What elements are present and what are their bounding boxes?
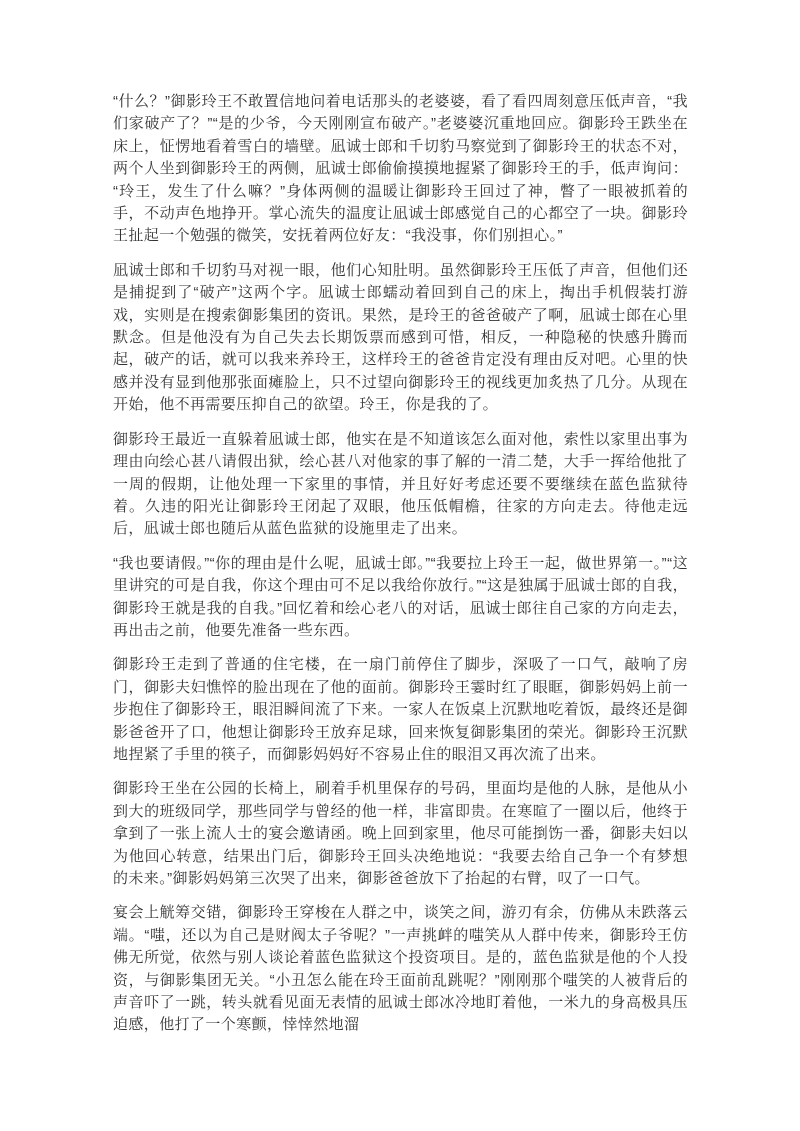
paragraph-7: 宴会上觥筹交错，御影玲王穿梭在人群之中，谈笑之间，游刃有余，仿佛从未跌落云端。“嗤，还以为自己是财阀太子爷呢？”一声挑衅的嗤笑从人群中传来，御影玲王仿佛无所觉，依然与别人谈论着蓝色监狱这个投资项目。是的，蓝色监狱是他的个人投资，与御影集团无关。“小丑怎么能在玲王面前乱跳呢？”刚刚那个嗤笑的人被背后的声音吓了一跳，转头就看见面无表情的凪诚士郎冰冷地盯着他，一米九的身高极具压迫感，他打了一个寒颤，悻悻然地溜: [113, 904, 688, 1034]
paragraph-3: 御影玲王最近一直躲着凪诚士郎，他实在是不知道该怎么面对他，索性以家里出事为理由向绘心甚八请假出狱，绘心甚八对他家的事了解的一清二楚，大手一挥给他批了一周的假期，让他处理一下家里的事情，并且好好考虑还要不要继续在蓝色监狱待着。久违的阳光让御影玲王闭起了双眼，他压低帽檐，往家的方向走去。待他走远后，凪诚士郎也随后从蓝色监狱的设施里走了出来。: [113, 430, 688, 538]
paragraph-5: 御影玲王走到了普通的住宅楼，在一扇门前停住了脚步，深吸了一口气，敲响了房门，御影夫妇憔悴的脸出现在了他的面前。御影玲王霎时红了眼眶，御影妈妈上前一步抱住了御影玲王，眼泪瞬间流了下来。一家人在饭桌上沉默地吃着饭，最终还是御影爸爸开了口，他想让御影玲王放弃足球，回来恢复御影集团的荣光。御影玲王沉默地捏紧了手里的筷子，而御影妈妈好不容易止住的眼泪又再次流了出来。: [113, 656, 688, 763]
paragraph-2: 凪诚士郎和千切豹马对视一眼，他们心知肚明。虽然御影玲王压低了声音，但他们还是捕捉到了“破产”这两个字。凪诚士郎蠕动着回到自己的床上，掏出手机假装打游戏，实则是在搜索御影集团的资讯。果然，是玲王的爸爸破产了啊，凪诚士郎在心里默念。但是他没有为自己失去长期饭票而感到可惜，相反，一种隐秘的快感升腾而起，破产的话，就可以我来养玲王，这样玲王的爸爸肯定没有理由反对吧。心里的快感并没有显到他那张面瘫脸上，只不过望向御影玲王的视线更加炙热了几分。从现在开始，他不再需要压抑自己的欲望。玲王，你是我的了。: [113, 261, 688, 414]
paragraph-6: 御影玲王坐在公园的长椅上，刷着手机里保存的号码，里面均是他的人脉，是他从小到大的班级同学，那些同学与曾经的他一样，非富即贵。在寒暄了一圈以后，他终于拿到了一张上流人士的宴会邀请函。晚上回到家里，他尽可能捯饬一番，御影夫妇以为他回心转意，结果出门后，御影玲王回头决绝地说：“我要去给自己争一个有梦想的未来。”御影妈妈第三次哭了出来，御影爸爸放下了抬起的右臂，叹了一口气。: [113, 780, 688, 887]
paragraph-1: “什么？”御影玲王不敢置信地问着电话那头的老婆婆，看了看四周刻意压低声音，“我们家破产了？”“是的少爷，今天刚刚宣布破产。”老婆婆沉重地回应。御影玲王跌坐在床上，怔愣地看着雪白的墙壁。凪诚士郎和千切豹马察觉到了御影玲王的状态不对，两个人坐到御影玲王的两侧，凪诚士郎偷偷摸摸地握紧了御影玲王的手，低声询问：“玲王，发生了什么嘛？”身体两侧的温暖让御影玲王回过了神，瞥了一眼被抓着的手，不动声色地挣开。掌心流失的温度让凪诚士郎感觉自己的心都空了一块。御影玲王扯起一个勉强的微笑，安抚着两位好友：“我没事，你们别担心。”: [113, 93, 688, 245]
paragraph-4: “我也要请假。”“你的理由是什么呢，凪诚士郎。”“我要拉上玲王一起，做世界第一。”“这里讲究的可是自我，你这个理由可不足以我给你放行。”“这是独属于凪诚士郎的自我，御影玲王就是我的自我。”回忆着和绘心老八的对话，凪诚士郎往自己家的方向走去，再出击之前，他要先准备一些东西。: [113, 554, 688, 639]
